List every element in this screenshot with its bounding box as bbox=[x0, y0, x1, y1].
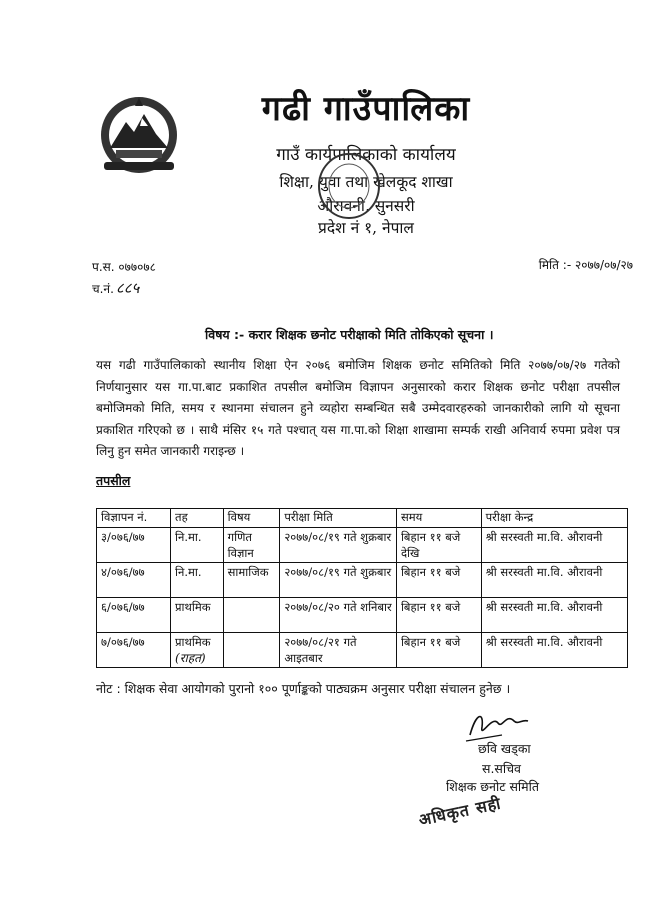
header-level: तह bbox=[171, 509, 224, 528]
office-address: औरावनी, सुनसरी bbox=[317, 197, 415, 215]
cell-ad-no: ४/०७६/७७ bbox=[97, 563, 171, 598]
header-exam-date: परीक्षा मिति bbox=[280, 509, 397, 528]
footer-note: नोट : शिक्षक सेवा आयोगको पुरानो १०० पूर्णाङ्कको पाठ्यक्रम अनुसार परीक्षा संचालन हुनेछ । bbox=[96, 681, 511, 696]
header-center: परीक्षा केन्द्र bbox=[481, 509, 627, 528]
authorized-stamp: अधिकृत सही bbox=[417, 793, 503, 830]
cell-subject: गणित विज्ञान bbox=[223, 528, 280, 563]
cell-ad-no: ६/०७६/७७ bbox=[97, 598, 171, 633]
ps-value: ०७७०७८ bbox=[118, 260, 156, 274]
cell-center: श्री सरस्वती मा.वि. औरावनी bbox=[481, 633, 627, 668]
chn-label: च.नं. bbox=[92, 282, 114, 296]
signer-name: छवि खड्का bbox=[478, 741, 531, 756]
cell-time: बिहान ११ बजे bbox=[396, 563, 481, 598]
header-subject: विषय bbox=[223, 509, 280, 528]
cell-subject bbox=[223, 598, 280, 633]
cell-ad-no: ३/०७६/७७ bbox=[97, 528, 171, 563]
cell-ad-no: ७/०७६/७७ bbox=[97, 633, 171, 668]
cell-exam-date: २०७७/०८/२० गते शनिबार bbox=[280, 598, 397, 633]
reference-ps bbox=[92, 258, 156, 275]
cell-center: श्री सरस्वती मा.वि. औरावनी bbox=[481, 563, 627, 598]
header-time: समय bbox=[396, 509, 481, 528]
cell-center: श्री सरस्वती मा.वि. औरावनी bbox=[481, 528, 627, 563]
cell-time: बिहान ११ बजे bbox=[396, 598, 481, 633]
notice-date bbox=[539, 256, 633, 273]
reference-chn bbox=[92, 278, 139, 298]
cell-level bbox=[171, 633, 224, 668]
branch-name: शिक्षा, युवा तथा खेलकूद शाखा bbox=[279, 173, 453, 191]
level-handwritten-note: (राहत) bbox=[175, 651, 206, 665]
subject-label: विषय :- bbox=[205, 327, 245, 342]
schedule-heading: तपसील bbox=[96, 473, 131, 488]
date-value: २०७७/०७/२७ bbox=[574, 258, 633, 272]
cell-exam-date: २०७७/०८/२१ गते आइतबार bbox=[280, 633, 397, 668]
office-name: गाउँ कार्यपालिकाको कार्यालय bbox=[276, 145, 456, 165]
cell-exam-date: २०७७/०८/१९ गते शुक्रबार bbox=[280, 528, 397, 563]
municipality-title: गढी गाउँपालिका bbox=[261, 89, 471, 129]
table-row bbox=[97, 563, 628, 598]
body-paragraph: यस गढी गाउँपालिकाको स्थानीय शिक्षा ऐन २०७६ बमोजिम शिक्षक छनोट समितिको मिति २०७७/०७/२७ गतेको निर्णयानुसार यस गा.पा.बाट प्रकाशित तपसील बमोजिम विज्ञापन अनुसारको करार शिक्षक छनोट परीक्षा तपसील बमोजिमको मिति, समय र स्थानमा संचालन हुने व्यहोरा सम्बन्धित सबै उम्मेदवारहरुको जानकारीको लागि यो सूचना प्रकाशित गरिएको छ । साथै मंसिर १५ गते पश्चात् यस गा.पा.को शिक्षा शाखामा सम्पर्क राखी अनिवार्य रुपमा प्रवेश पत्र लिनु हुन समेत जानकारी गराइन्छ । bbox=[96, 358, 620, 458]
table-row bbox=[97, 633, 628, 668]
cell-time: बिहान ११ बजे देखि bbox=[396, 528, 481, 563]
ps-label: प.स. bbox=[92, 260, 115, 274]
nepal-government-emblem-icon bbox=[96, 92, 182, 178]
cell-exam-date: २०७७/०८/१९ गते शुक्रबार bbox=[280, 563, 397, 598]
subject-line bbox=[205, 326, 493, 343]
table-header-row bbox=[97, 509, 628, 528]
province-line: प्रदेश नं १, नेपाल bbox=[318, 219, 414, 237]
level-text: प्राथमिक bbox=[175, 635, 211, 649]
cell-level: प्राथमिक bbox=[171, 598, 224, 633]
committee-name: शिक्षक छनोट समिति bbox=[446, 779, 540, 794]
cell-center: श्री सरस्वती मा.वि. औरावनी bbox=[481, 598, 627, 633]
table-row bbox=[97, 598, 628, 633]
round-office-stamp-icon bbox=[314, 150, 384, 222]
table-row bbox=[97, 528, 628, 563]
exam-schedule-table bbox=[96, 508, 628, 668]
subject-text: करार शिक्षक छनोट परीक्षाको मिति तोकिएको सूचना । bbox=[248, 327, 494, 342]
handwritten-signature-icon bbox=[462, 705, 542, 745]
cell-time: बिहान ११ बजे bbox=[396, 633, 481, 668]
chn-value: ८८५ bbox=[115, 279, 140, 297]
cell-subject bbox=[223, 633, 280, 668]
cell-level: नि.मा. bbox=[171, 528, 224, 563]
header-ad-no: विज्ञापन नं. bbox=[97, 509, 171, 528]
cell-subject: सामाजिक bbox=[223, 563, 280, 598]
signer-role: स.सचिव bbox=[482, 761, 521, 776]
date-label: मिति :- bbox=[538, 258, 572, 272]
cell-level: नि.मा. bbox=[171, 563, 224, 598]
